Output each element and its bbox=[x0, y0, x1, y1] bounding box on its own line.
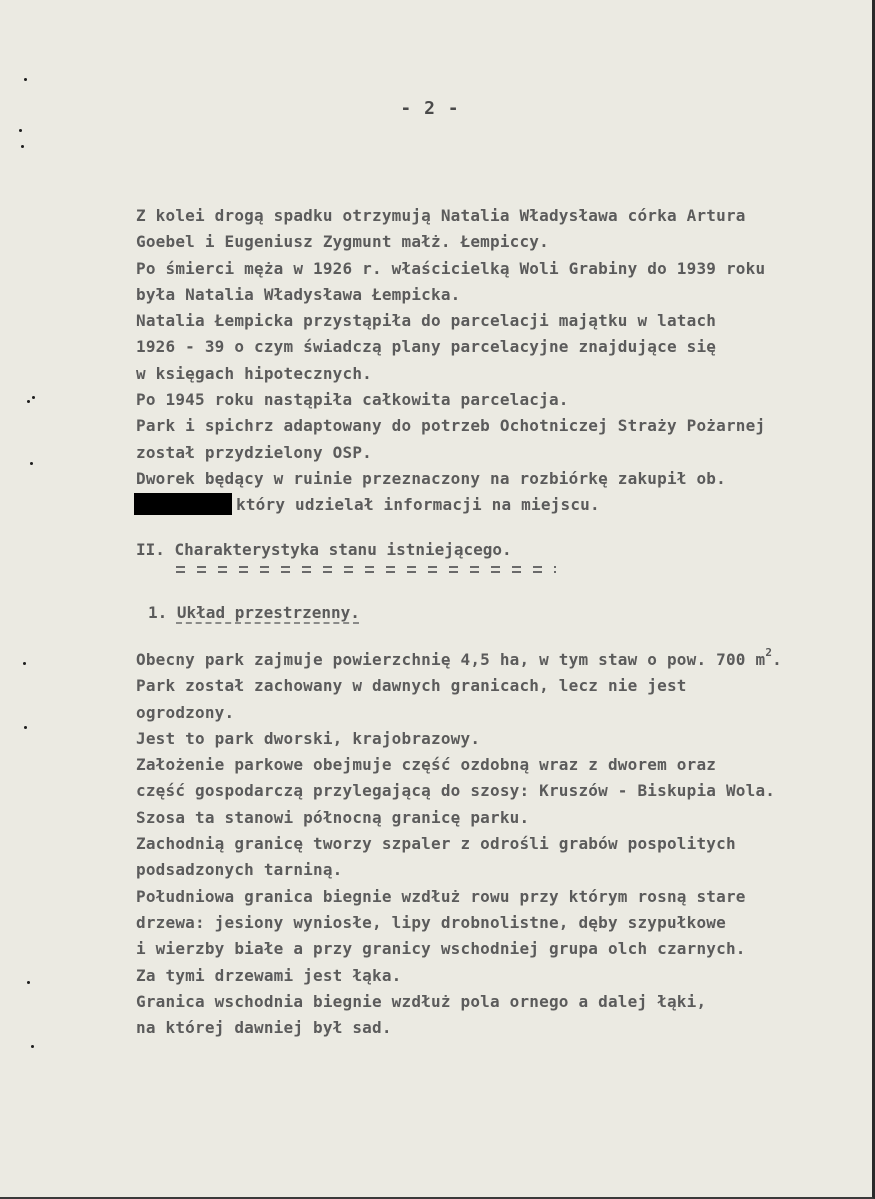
text-line: Szosa ta stanowi północną granicę parku. bbox=[136, 807, 530, 827]
text-fragment: który udzielał informacji na miejscu. bbox=[236, 495, 600, 515]
text-line: Park i spichrz adaptowany do potrzeb Ochotniczej Straży Pożarnej bbox=[136, 416, 766, 436]
text-line: Z kolei drogą spadku otrzymują Natalia Władysława córka Artura bbox=[136, 206, 746, 225]
heading-double-underline bbox=[176, 564, 556, 576]
text-line: Po 1945 roku nastąpiła całkowita parcelacja. bbox=[136, 390, 569, 410]
text-line: Goebel i Eugeniusz Zygmunt małż. Łempiccy. bbox=[136, 232, 549, 252]
scan-speck bbox=[21, 145, 24, 148]
text-line: była Natalia Władysława Łempicka. bbox=[136, 284, 461, 304]
text-line: na której dawniej był sad. bbox=[136, 1018, 392, 1038]
subsection-number: 1. bbox=[148, 603, 168, 622]
text-line: ogrodzony. bbox=[136, 702, 235, 722]
text-line: został przydzielony OSP. bbox=[136, 442, 372, 462]
text-line: Po śmierci męża w 1926 r. właścicielką Woli Grabiny do 1939 roku bbox=[136, 258, 766, 278]
scan-speck bbox=[27, 400, 30, 403]
scan-speck bbox=[23, 662, 26, 665]
scan-speck bbox=[30, 462, 33, 465]
text-line: Za tymi drzewami jest łąka. bbox=[136, 965, 402, 985]
text-line: podsadzonych tarniną. bbox=[136, 860, 343, 880]
superscript: 2 bbox=[765, 646, 773, 659]
text-line: część gospodarczą przylegającą do szosy: Kruszów - Biskupia Wola. bbox=[136, 781, 776, 801]
text-line: 1926 - 39 o czym świadczą plany parcelacyjne znajdujące się bbox=[136, 337, 717, 357]
text-line: Natalia Łempicka przystąpiła do parcelacji majątku w latach bbox=[136, 311, 717, 331]
section-heading: II. Charakterystyka stanu istniejącego. bbox=[136, 540, 512, 559]
text-line: Granica wschodnia biegnie wzdłuż pola ornego a dalej łąki, bbox=[136, 991, 707, 1011]
scan-speck bbox=[24, 726, 27, 729]
text-line bbox=[136, 647, 856, 673]
text-fragment: Obecny park zajmuje powierzchnię 4,5 ha, w tym staw o pow. 700 m bbox=[136, 650, 766, 669]
text-line: Jest to park dworski, krajobrazowy. bbox=[136, 728, 481, 748]
scan-speck bbox=[31, 1045, 34, 1048]
text-line: drzewa: jesiony wyniosłe, lipy drobnolistne, dęby szypułkowe bbox=[136, 912, 726, 932]
text-fragment: . bbox=[772, 650, 782, 669]
history-paragraph bbox=[136, 203, 856, 519]
subsection-title: Układ przestrzenny. bbox=[176, 603, 360, 622]
scan-speck bbox=[19, 129, 22, 132]
scan-speck bbox=[32, 396, 35, 399]
scan-speck bbox=[27, 981, 30, 984]
page-number: - 2 - bbox=[400, 98, 460, 119]
text-line: i wierzby białe a przy granicy wschodniej grupa olch czarnych. bbox=[136, 939, 746, 959]
text-line: Zachodnią granicę tworzy szpaler z odrośli grabów pospolitych bbox=[136, 834, 736, 854]
text-line bbox=[136, 492, 856, 518]
text-line: Park został zachowany w dawnych granicach, lecz nie jest bbox=[136, 676, 687, 696]
subsection-heading bbox=[148, 603, 360, 622]
layout-paragraph bbox=[136, 647, 856, 1041]
text-line: Południowa granica biegnie wzdłuż rowu przy którym rosną stare bbox=[136, 886, 746, 906]
text-line: Dworek będący w ruinie przeznaczony na rozbiórkę zakupił ob. bbox=[136, 468, 726, 488]
text-line: Założenie parkowe obejmuje część ozdobną wraz z dworem oraz bbox=[136, 755, 717, 775]
text-line: w księgach hipotecznych. bbox=[136, 363, 372, 383]
scan-speck bbox=[24, 78, 27, 81]
redaction-box bbox=[134, 493, 232, 515]
